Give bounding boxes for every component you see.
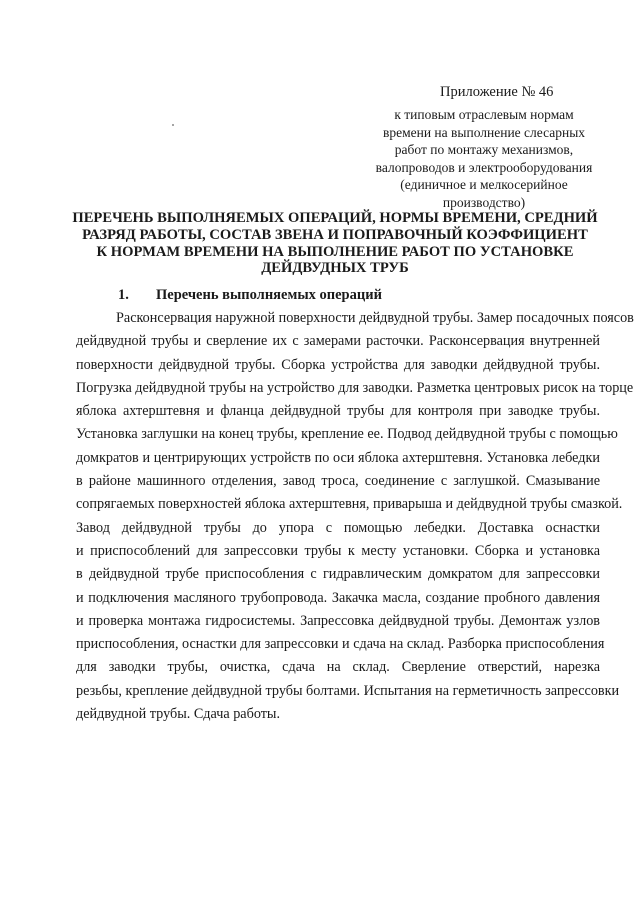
body-line: дейдвудной трубы и сверление их с замерами расточки. Расконсервация внутренней	[76, 333, 600, 350]
appendix-subtitle-line: к типовым отраслевым нормам	[394, 107, 574, 122]
appendix-subtitle-line: производство)	[442, 194, 526, 210]
body-line: Расконсервация наружной поверхности дейдвудной трубы. Замер посадочных поясов	[116, 310, 634, 326]
document-title-line: РАЗРЯД РАБОТЫ, СОСТАВ ЗВЕНА И ПОПРАВОЧНЫЙ КОЭФФИЦИЕНТ	[82, 226, 588, 243]
document-title-line: ПЕРЕЧЕНЬ ВЫПОЛНЯЕМЫХ ОПЕРАЦИЙ, НОРМЫ ВРЕМЕНИ, СРЕДНИЙ	[72, 210, 598, 226]
document-title-line: К НОРМАМ ВРЕМЕНИ НА ВЫПОЛНЕНИЕ РАБОТ ПО УСТАНОВКЕ	[96, 243, 574, 260]
body-line: и приспособлений для запрессовки трубы к месту установки. Сборка и установка	[76, 542, 600, 559]
body-line: и проверка монтажа гидросистемы. Запрессовка дейдвудной трубы. Демонтаж узлов	[76, 612, 600, 629]
body-line: в дейдвудной трубе приспособления с гидравлическим домкратом для запрессовки	[76, 566, 600, 583]
body-paragraph	[76, 307, 634, 726]
body-line: яблока ахтерштевня и фланца дейдвудной трубы для контроля при заводке трубы.	[76, 403, 600, 420]
section-number: 1.	[118, 287, 129, 303]
appendix-title: Приложение № 46	[440, 84, 554, 100]
appendix-subtitle	[364, 106, 604, 212]
appendix-subtitle-line: валопроводов и электрооборудования	[375, 159, 593, 175]
document-title-line: ДЕЙДВУДНЫХ ТРУБ	[261, 260, 409, 277]
body-line: дейдвудной трубы. Сдача работы.	[76, 706, 280, 723]
body-line: в районе машинного отделения, завод троса, соединение с заглушкой. Смазывание	[76, 473, 600, 490]
body-line: Завод дейдвудной трубы до упора с помощью лебедки. Доставка оснастки	[76, 519, 600, 536]
section-heading	[118, 287, 382, 304]
appendix-subtitle-line: (единичное и мелкосерийное	[400, 177, 568, 193]
body-line: сопрягаемых поверхностей яблока ахтерштевня, приварыша и дейдвудной трубы смазкой.	[76, 496, 623, 513]
body-line: Установка заглушки на конец трубы, крепление ее. Подвод дейдвудной трубы с помощью	[76, 426, 618, 443]
section-heading-text: Перечень выполняемых операций	[156, 287, 382, 303]
scan-speck	[172, 124, 174, 126]
appendix-subtitle-line: работ по монтажу механизмов,	[394, 142, 574, 158]
body-line: приспособления, оснастки для запрессовки и сдача на склад. Разборка приспособления	[76, 636, 605, 653]
body-line: Погрузка дейдвудной трубы на устройство для заводки. Разметка центровых рисок на торце	[76, 379, 634, 396]
body-line: поверхности дейдвудной трубы. Сборка устройства для заводки дейдвудной трубы.	[76, 356, 600, 373]
body-line: для заводки трубы, очистка, сдача на склад. Сверление отверстий, нарезка	[76, 659, 600, 676]
body-line: резьбы, крепление дейдвудной трубы болтами. Испытания на герметичность запрессовки	[76, 682, 620, 699]
document-title	[70, 210, 600, 277]
body-line: домкратов и центрирующих устройств по оси яблока ахтерштевня. Установка лебедки	[76, 449, 600, 466]
body-line: и подключения масляного трубопровода. Закачка масла, создание пробного давления	[76, 589, 600, 606]
appendix-subtitle-line: времени на выполнение слесарных	[382, 124, 586, 140]
